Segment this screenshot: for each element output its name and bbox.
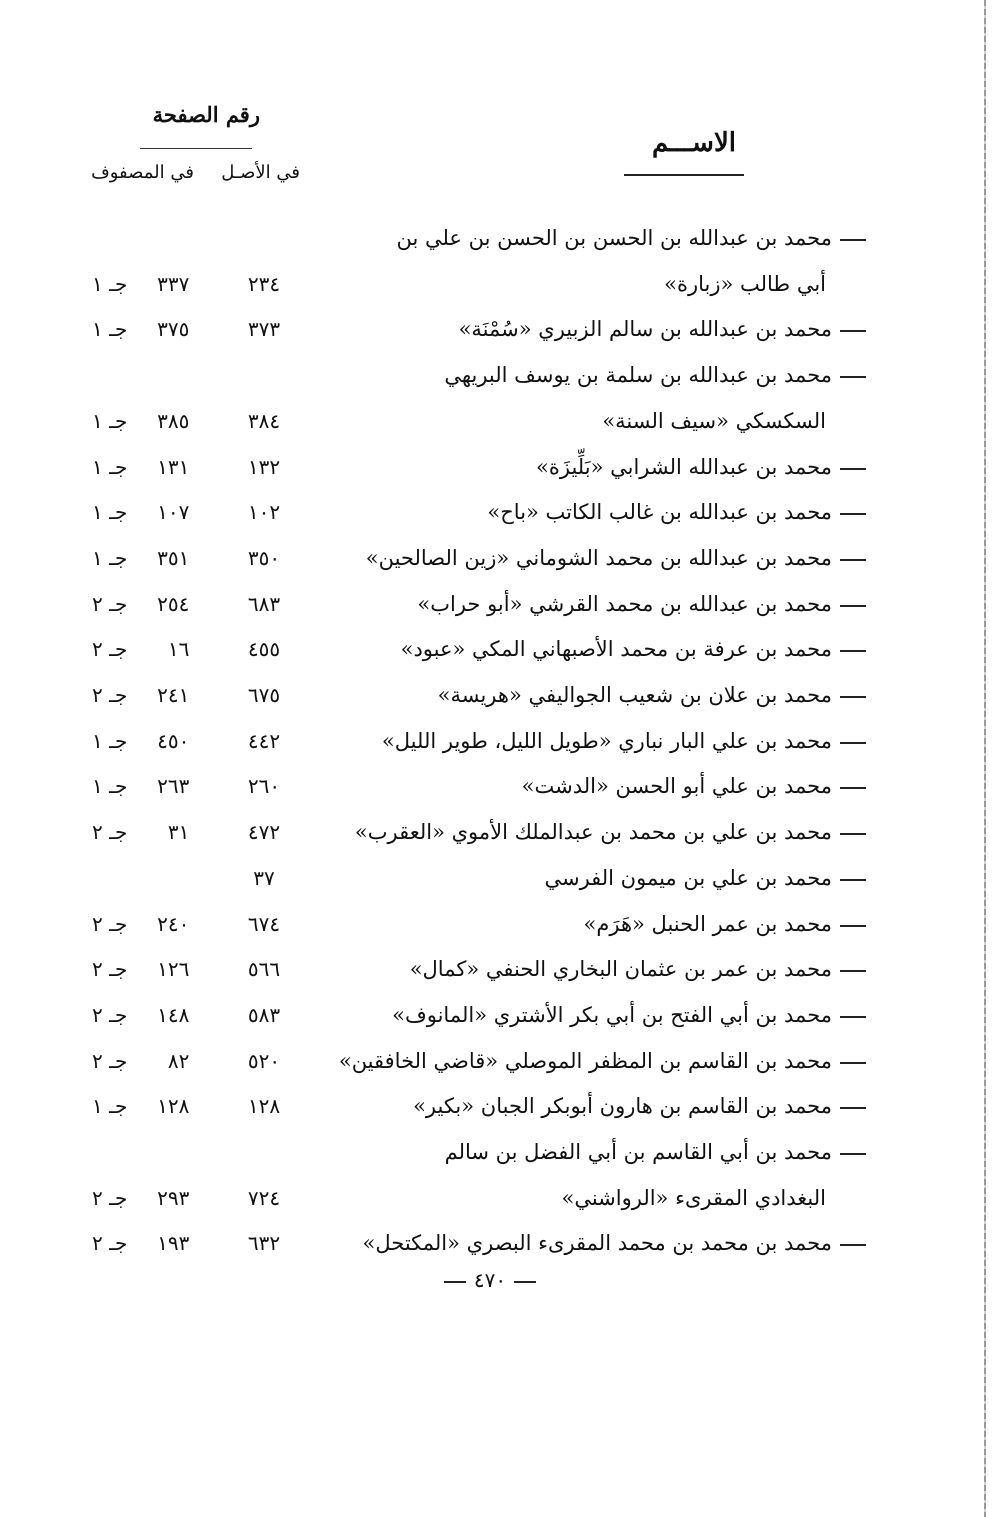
typeset-page-number: ٣٣٧ [157, 271, 190, 296]
original-page-number: ٣٨٤ [247, 408, 281, 433]
entry-dash [840, 742, 866, 744]
typeset-reference [92, 1084, 222, 1128]
typeset-page-number: ٢٤٠ [157, 911, 190, 936]
entry-name-text: محمد بن عمر الحنبل «هَرَم» [583, 911, 832, 936]
typeset-page-number: ٣٧٥ [157, 317, 190, 342]
typeset-reference [92, 445, 222, 489]
original-page-number: ٦٨٣ [247, 591, 281, 616]
typeset-page-number: ١٠٧ [157, 500, 190, 525]
entry-dash [840, 605, 866, 607]
original-page-number: ٥٦٦ [247, 957, 281, 982]
typeset-reference [92, 627, 222, 671]
page-heading-underline [140, 148, 252, 149]
name-column-heading: الاســـم [652, 128, 736, 158]
page-footer [420, 1268, 560, 1292]
volume-label: جـ ٢ [92, 637, 128, 662]
original-page-number: ٥٨٣ [247, 1002, 281, 1027]
original-page-number: ٥٢٠ [247, 1048, 281, 1073]
entry-dash [840, 650, 866, 652]
volume-label: جـ ١ [92, 408, 128, 433]
typeset-reference [92, 490, 222, 534]
original-page-number: ٣٧ [253, 865, 275, 890]
volume-label: جـ ٢ [92, 1231, 128, 1256]
entry-name-text: محمد بن علي أبو الحسن «الدشت» [521, 774, 832, 799]
entry-name-text: محمد بن علي بن ميمون الفرسي [544, 865, 832, 890]
original-page-number: ٦٧٤ [247, 911, 281, 936]
typeset-page-number: ٢٦٣ [157, 774, 190, 799]
typeset-page-number: ٣٨٥ [157, 408, 190, 433]
volume-label: جـ ١ [92, 545, 128, 570]
entry-name-continuation: البغدادي المقرىء «الرواشني» [561, 1185, 826, 1210]
entry-name-text: محمد بن عرفة بن محمد الأصبهاني المكي «عبود» [400, 637, 832, 662]
entry-dash [840, 1107, 866, 1109]
original-page-number: ٦٣٢ [247, 1231, 281, 1256]
original-page-number: ٦٧٥ [247, 683, 281, 707]
entry-name [286, 627, 866, 671]
original-page-number: ١٣٢ [247, 454, 281, 479]
in-typeset-subheading: في المصفوف [91, 162, 194, 183]
entry-name [286, 445, 866, 489]
entry-name-text: محمد بن علي البار نباري «طويل الليل، طوير الليل» [381, 728, 832, 753]
entry-name-text: محمد بن القاسم بن المظفر الموصلي «قاضي الخافقين» [338, 1048, 832, 1073]
entry-name [286, 810, 866, 854]
typeset-reference [92, 810, 222, 854]
entry-name-text: محمد بن محمد بن محمد المقرىء البصري «المكتحل» [362, 1231, 832, 1256]
typeset-page-number: ٣١ [167, 820, 190, 845]
entry-dash [840, 376, 866, 378]
volume-label: جـ ١ [92, 454, 128, 479]
original-page-number: ٤٧٢ [247, 820, 281, 845]
footer-dash [444, 1281, 466, 1283]
typeset-reference [92, 902, 222, 946]
typeset-page-number: ٨٢ [167, 1048, 190, 1073]
entry-name-text: محمد بن علي بن محمد بن عبدالملك الأموي «العقرب» [354, 820, 832, 845]
footer-dash [514, 1281, 536, 1283]
page-number-column-heading: رقم الصفحة [152, 102, 260, 127]
typeset-reference [92, 719, 222, 763]
name-heading-underline [624, 174, 744, 176]
original-page-number: ٣٥٠ [247, 545, 281, 570]
typeset-page-number: ٢٤١ [157, 683, 190, 707]
entry-dash [840, 559, 866, 561]
entry-name [286, 993, 866, 1037]
entry-name [286, 1039, 866, 1083]
typeset-reference [92, 947, 222, 991]
entry-name-text: محمد بن القاسم بن هارون أبوبكر الجبان «بكير» [413, 1094, 832, 1119]
entry-name [286, 856, 866, 900]
typeset-reference [92, 993, 222, 1037]
volume-label: جـ ١ [92, 317, 128, 342]
entry-name [286, 536, 866, 580]
entry-name [286, 764, 866, 808]
volume-label: جـ ٢ [92, 591, 128, 616]
entry-dash [840, 1153, 866, 1155]
typeset-page-number: ٣٥١ [157, 545, 190, 570]
typeset-reference [92, 1221, 222, 1265]
typeset-reference [92, 1176, 222, 1220]
entry-name-continuation: أبي طالب «زبارة» [664, 271, 826, 296]
entry-dash [840, 1062, 866, 1064]
typeset-page-number: ١٣١ [157, 454, 190, 479]
typeset-reference [92, 262, 222, 306]
original-page-number: ١٢٨ [247, 1094, 281, 1119]
volume-label: جـ ٢ [92, 683, 128, 707]
entry-name [286, 719, 866, 763]
entry-dash [840, 513, 866, 515]
entry-name [286, 902, 866, 946]
typeset-reference [92, 1039, 222, 1083]
entry-dash [840, 787, 866, 789]
entry-name [286, 1130, 866, 1174]
entry-name-text: محمد بن عبدالله بن سلمة بن يوسف البريهي [444, 363, 832, 388]
original-page-number: ٧٢٤ [247, 1185, 281, 1210]
typeset-page-number: ٢٥٤ [157, 591, 190, 616]
entry-name-text: محمد بن أبي القاسم بن أبي الفضل بن سالم [444, 1140, 832, 1164]
volume-label: جـ ٢ [92, 820, 128, 845]
entry-dash [840, 330, 866, 332]
entry-dash [840, 970, 866, 972]
entry-dash [840, 696, 866, 698]
entry-name-text: محمد بن عبدالله بن محمد القرشي «أبو حراب» [417, 591, 832, 616]
entry-name [286, 1221, 866, 1265]
entry-dash [840, 1016, 866, 1018]
entry-name-text: محمد بن عمر بن عثمان البخاري الحنفي «كمال» [409, 957, 832, 982]
entry-dash [840, 1244, 866, 1246]
volume-label: جـ ٢ [92, 1185, 128, 1210]
typeset-page-number: ١٩٣ [157, 1231, 190, 1256]
typeset-page-number: ١٦ [167, 637, 190, 662]
typeset-reference [92, 764, 222, 808]
volume-label: جـ ١ [92, 728, 128, 753]
typeset-page-number: ٢٩٣ [157, 1185, 190, 1210]
volume-label: جـ ١ [92, 271, 128, 296]
volume-label: جـ ٢ [92, 957, 128, 982]
entry-name-continuation: السكسكي «سيف السنة» [602, 408, 826, 433]
entry-name-text: محمد بن عبدالله بن محمد الشوماني «زين الصالحين» [365, 545, 832, 570]
entry-name [286, 216, 866, 260]
typeset-reference [92, 399, 222, 443]
entry-dash [840, 833, 866, 835]
entry-dash [840, 925, 866, 927]
entry-name-text: محمد بن عبدالله الشرابي «بَلِّيزَة» [536, 454, 832, 479]
scan-edge-line [984, 0, 986, 1517]
entry-name [286, 353, 866, 397]
entry-dash [840, 468, 866, 470]
entry-name [286, 582, 866, 626]
original-page-number: ٣٧٣ [247, 317, 281, 342]
volume-label: جـ ٢ [92, 1002, 128, 1027]
entry-name [286, 307, 866, 351]
typeset-page-number: ١٢٨ [157, 1094, 190, 1119]
entry-dash [840, 239, 866, 241]
in-original-subheading: في الأصـل [221, 162, 300, 183]
typeset-reference [92, 582, 222, 626]
typeset-reference [92, 536, 222, 580]
volume-label: جـ ١ [92, 774, 128, 799]
typeset-page-number: ٤٥٠ [157, 728, 190, 753]
entry-name [286, 490, 866, 534]
entry-name-text: محمد بن علان بن شعيب الجواليفي «هريسة» [437, 683, 832, 707]
typeset-reference [92, 673, 222, 717]
typeset-reference [92, 307, 222, 351]
entry-name-text: محمد بن أبي الفتح بن أبي بكر الأشتري «المانوف» [392, 1002, 832, 1027]
entry-name-text: محمد بن عبدالله بن غالب الكاتب «باح» [487, 500, 832, 525]
typeset-page-number: ١٤٨ [157, 1002, 190, 1027]
volume-label: جـ ٢ [92, 911, 128, 936]
entry-dash [840, 879, 866, 881]
entry-name-text: محمد بن عبدالله بن سالم الزبيري «سُمْنَة» [458, 317, 832, 342]
entry-name-text: محمد بن عبدالله بن الحسن بن الحسن بن علي بن [396, 226, 832, 250]
volume-label: جـ ١ [92, 500, 128, 525]
page-number: ٤٧٠ [473, 1268, 507, 1292]
original-page-number: ٢٣٤ [247, 271, 281, 296]
volume-label: جـ ١ [92, 1094, 128, 1119]
volume-label: جـ ٢ [92, 1048, 128, 1073]
original-page-number: ١٠٢ [247, 500, 281, 525]
original-page-number: ٤٤٢ [247, 728, 281, 753]
original-page-number: ٢٦٠ [247, 774, 281, 799]
typeset-page-number: ١٢٦ [157, 957, 190, 982]
original-page-number: ٤٥٥ [247, 637, 281, 662]
entry-name [286, 947, 866, 991]
entry-name [286, 1084, 866, 1128]
entry-name [286, 673, 866, 717]
